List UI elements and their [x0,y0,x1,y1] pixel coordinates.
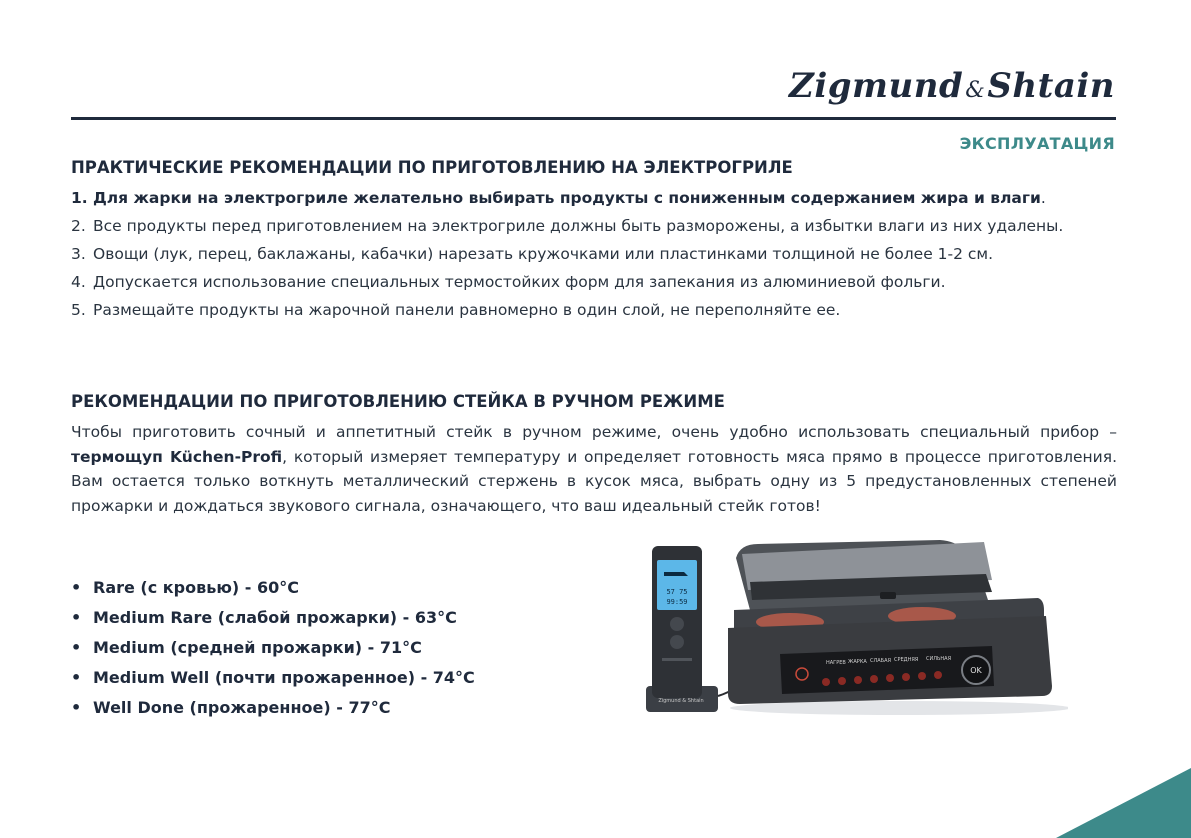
mode-icon [934,671,942,679]
probe-button [670,617,684,631]
probe-display-top: 57 75 [666,588,688,596]
header-divider [71,117,1116,120]
probe-button [662,658,692,661]
mode-icon [886,674,894,682]
mode-icon [902,673,910,681]
steak-paragraph: Чтобы приготовить сочный и аппетитный стейк в ручном режиме, очень удобно использовать специальный прибор – термощуп Küchen-Profi, который измеряет температуру и определяет готовность мяса прямо в процессе приготовления. Вам остается только воткнуть металлический стержень в кусок мяса, выбрать одну из 5 предустановленных степеней прожарки и дождаться звукового сигнала, означающего, что ваш идеальный стейк готов! [71,423,1117,515]
list-item: 3. Овощи (лук, перец, баклажаны, кабачки) нарезать кружочками или пластинками толщиной не более 1-2 см. [71,245,994,263]
probe-display-bottom: 99:59 [666,598,688,606]
doneness-list [71,573,475,723]
corner-accent [1056,768,1191,838]
doneness-item: • Medium Well (почти прожаренное) - 74°C [71,668,475,687]
doneness-item: • Medium (средней прожарки) - 71°C [71,638,422,657]
ok-label: OK [970,666,982,675]
list-item: 2. Все продукты перед приготовлением на электрогриле должны быть разморожены, а избытки влаги из них удалены. [71,217,1064,235]
panel-label: СЛАБАЯ [870,658,891,664]
mode-icon [838,677,846,685]
list-item: 1. Для жарки на электрогриле желательно выбирать продукты с пониженным содержанием жира и влаги. [71,189,1046,207]
electric-grill-icon [728,540,1052,704]
list-item: 4. Допускается использование специальных термостойких форм для запекания из алюминиевой фольги. [71,273,946,291]
grill-section-heading: ПРАКТИЧЕСКИЕ РЕКОМЕНДАЦИИ ПО ПРИГОТОВЛЕНИЮ НА ЭЛЕКТРОГРИЛЕ [71,158,793,177]
mode-icon [870,675,878,683]
panel-label: СИЛЬНАЯ [926,656,952,662]
panel-label: СРЕДНЯЯ [894,657,919,663]
mode-icon [854,676,862,684]
grill-lid-handle [880,592,896,599]
panel-label: ЖАРКА [848,659,867,665]
doneness-item: • Medium Rare (слабой прожарки) - 63°C [71,608,457,627]
doneness-item: • Well Done (прожаренное) - 77°C [71,698,391,717]
steak-section-heading: РЕКОМЕНДАЦИИ ПО ПРИГОТОВЛЕНИЮ СТЕЙКА В РУЧНОМ РЕЖИМЕ [71,392,725,411]
probe-brand-label: Zigmund & Shtain [658,698,704,704]
probe-button [670,635,684,649]
product-shadow [730,701,1068,715]
brand-logo: Zigmund&Shtain [789,66,1115,106]
mode-icon [822,678,830,686]
grill-recommendations-list [71,186,1117,326]
mode-icon [918,672,926,680]
grill-product-image [640,536,1068,718]
section-label: ЭКСПЛУАТАЦИЯ [959,134,1115,153]
thermoprobe-icon [646,546,718,712]
probe-cow-icon [664,572,688,576]
panel-label: НАГРЕВ [826,660,846,666]
list-item: 5. Размещайте продукты на жарочной панели равномерно в один слой, не переполняйте ее. [71,301,841,319]
doneness-item: • Rare (с кровью) - 60°C [71,578,299,597]
